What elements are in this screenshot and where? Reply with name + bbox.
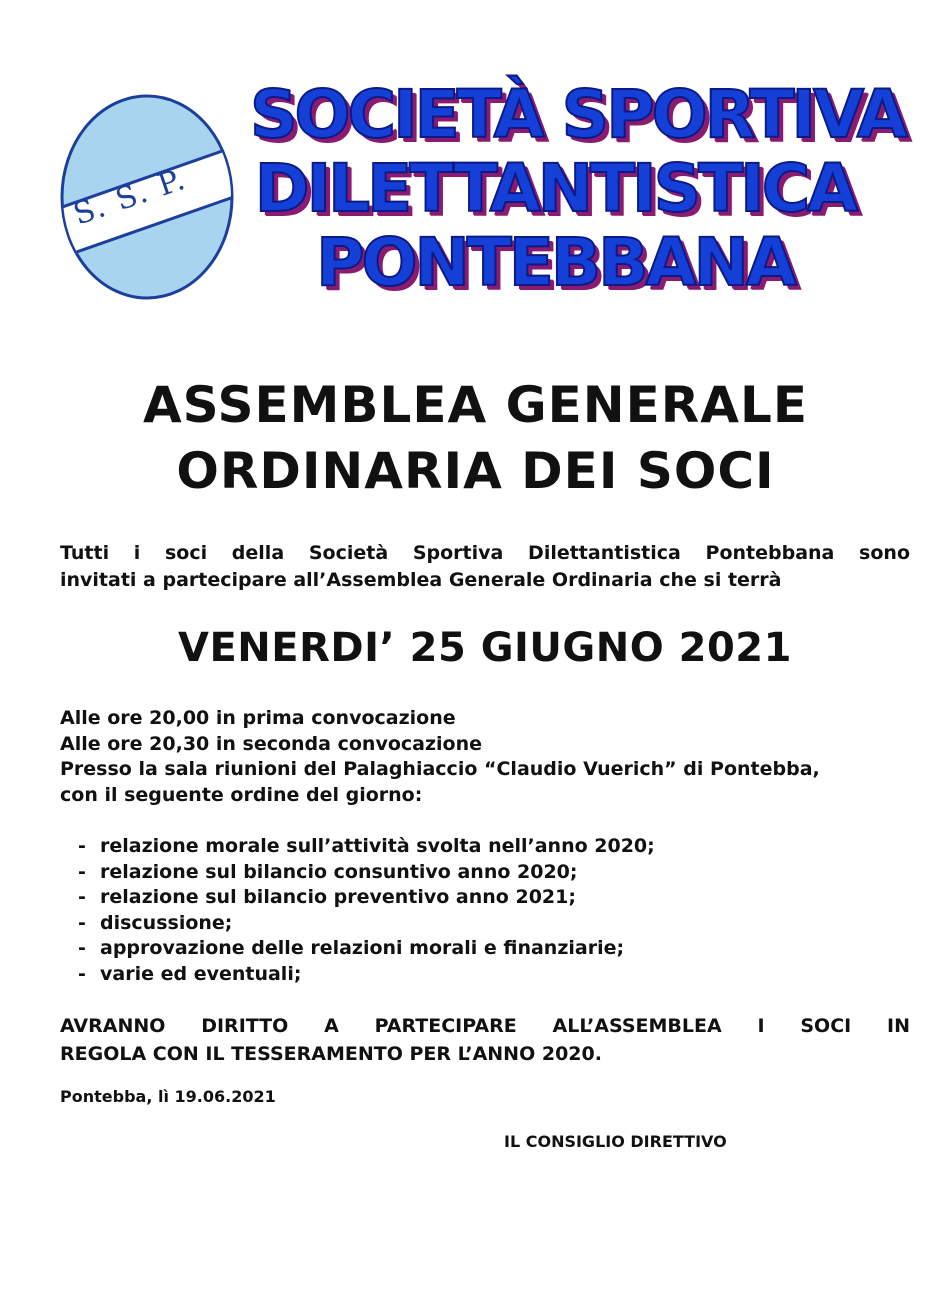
meeting-details (60, 706, 930, 808)
bullet-dash: - (78, 835, 86, 857)
agenda-item (78, 911, 878, 937)
agenda-item (78, 936, 878, 962)
intro-text (60, 540, 910, 594)
agenda-item (78, 834, 878, 860)
club-name-line-1: SOCIETÀ SPORTIVA (250, 76, 905, 153)
agenda-item-text: discussione; (100, 911, 233, 934)
agenda-list (78, 834, 878, 987)
intro-line-1: Tutti i soci della Società Sportiva Dilettantistica Pontebbana sono (60, 542, 910, 564)
eligibility-notice (60, 1012, 910, 1068)
agenda-item-text: varie ed eventuali; (100, 962, 302, 985)
bullet-dash: - (78, 886, 86, 908)
club-name (250, 76, 905, 301)
agenda-item-text: relazione sul bilancio preventivo anno 2021; (100, 886, 576, 908)
agenda-item (78, 885, 878, 911)
title-line-1: ASSEMBLEA GENERALE (142, 376, 809, 434)
logo-text: S. S. P. (69, 161, 192, 233)
details-line-4: con il seguente ordine del giorno: (60, 783, 423, 806)
agenda-item-text: relazione morale sull’attività svolta nell’anno 2020; (100, 835, 655, 857)
title-line-2: ORDINARIA DEI SOCI (176, 442, 775, 500)
notice-line-1: AVRANNO DIRITTO A PARTECIPARE ALL’ASSEMBLEA I SOCI IN (60, 1015, 910, 1037)
details-line-2: Alle ore 20,30 in seconda convocazione (60, 732, 482, 755)
bullet-dash: - (78, 962, 86, 985)
bullet-dash: - (78, 911, 86, 934)
club-logo (58, 92, 236, 302)
page-title (40, 372, 911, 504)
intro-line-2: invitati a partecipare all’Assemblea Generale Ordinaria che si terrà (60, 569, 782, 591)
club-name-line-3: PONTEBBANA (316, 224, 794, 301)
details-line-3: Presso la sala riunioni del Palaghiaccio “Claudio Vuerich” di Pontebba, (60, 758, 820, 780)
place-and-date: Pontebba, lì 19.06.2021 (60, 1087, 276, 1106)
details-line-1: Alle ore 20,00 in prima convocazione (60, 707, 456, 729)
agenda-item (78, 860, 878, 886)
agenda-item-text: approvazione delle relazioni morali e finanziarie; (100, 937, 625, 959)
meeting-date: VENERDI’ 25 GIUGNO 2021 (178, 625, 792, 671)
bullet-dash: - (78, 860, 86, 883)
bullet-dash: - (78, 937, 86, 959)
club-name-line-2: DILETTANTISTICA (254, 150, 856, 227)
agenda-item (78, 962, 878, 988)
notice-line-2: REGOLA CON IL TESSERAMENTO PER L’ANNO 2020. (60, 1043, 602, 1065)
signature: IL CONSIGLIO DIRETTIVO (504, 1132, 727, 1151)
agenda-item-text: relazione sul bilancio consuntivo anno 2020; (100, 860, 578, 883)
